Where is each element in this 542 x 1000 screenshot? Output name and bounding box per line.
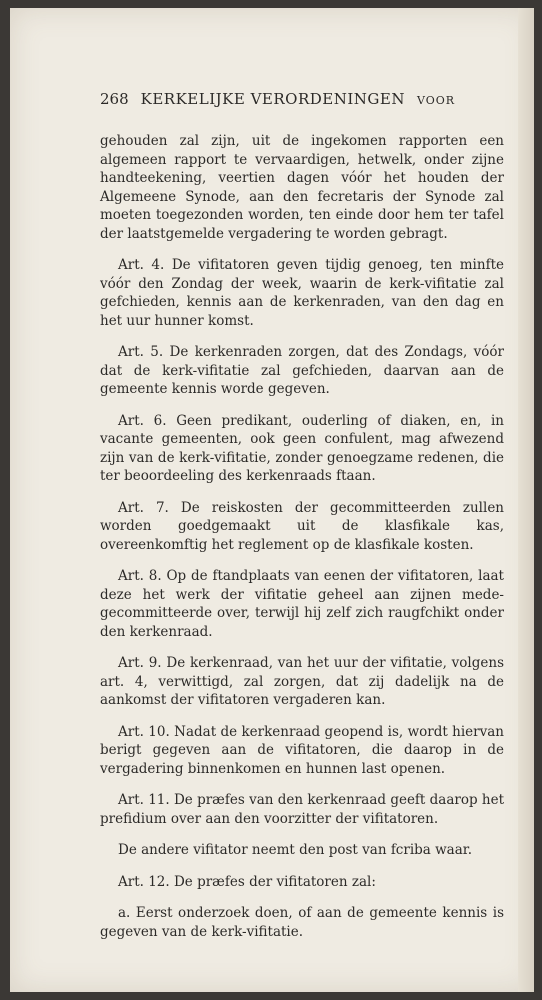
paragraph-art-6: Art. 6. Geen predikant, ouderling of diaken, en, in vacante gemeenten, ook geen confulent, mag afwezend zijn van de kerk-vifitatie, zonder genoegzame redenen, die ter beoordeeling des kerkenraads ftaan.	[100, 412, 504, 484]
running-title-small: VOOR	[416, 94, 456, 107]
paragraph-art-7: Art. 7. De reiskosten der gecommitteerden zullen worden goedgemaakt uit de klasfikale kas, overeenkomftig het reglement op de klasfikale kosten.	[100, 499, 504, 553]
paragraph-art-11: Art. 11. De præfes van den kerkenraad geeft daarop het prefidium over aan den voorzitter der vifitatoren.	[100, 792, 505, 827]
paragraph-art-12-a: a. Eerst onderzoek doen, of aan de gemeente kennis is gegeven van de kerk-vifitatie.	[100, 905, 504, 940]
paragraph-art-12: Art. 12. De præfes der vifitatoren zal:	[118, 873, 376, 890]
paragraph-scriba: De andere vifitator neemt den post van fcriba waar.	[118, 842, 473, 858]
page-number: 268	[100, 90, 129, 108]
running-title: KERKELIJKE VERORDENINGEN	[140, 90, 405, 108]
book-page	[10, 8, 534, 992]
running-header	[100, 90, 504, 108]
page-content	[100, 90, 504, 954]
paragraph-art-4: Art. 4. De vifitatoren geven tijdig genoeg, ten minfte vóór den Zondag der week, waarin de kerk-vifitatie zal gefchieden, kennis aan de kerkenraden, van den dag en het uur hunner komst.	[100, 257, 504, 329]
paragraph-continuation: gehouden zal zijn, uit de ingekomen rapporten een algemeen rapport te vervaardigen, hetwelk, onder zijne handteekening, veertien dagen vóór het houden der Algemeene Synode, aan den fecretaris der Synode zal moeten toegezonden worden, ten einde door hem ter tafel der laatstgemelde vergadering te worden gebragt.	[100, 133, 504, 242]
paragraph-art-9: Art. 9. De kerkenraad, van het uur der vifitatie, volgens art. 4, verwittigd, zal zorgen, dat zij dadelijk na de aankomst der vifitatoren vergaderen kan.	[100, 655, 504, 708]
paragraph-art-8: Art. 8. Op de ftandplaats van eenen der vifitatoren, laat deze het werk der vifitatie geheel aan zijnen mede-gecommitteerde over, terwijl hij zelf zich raugfchikt onder den kerkenraad.	[100, 568, 504, 640]
paragraph-art-5: Art. 5. De kerkenraden zorgen, dat des Zondags, vóór dat de kerk-vifitatie zal gefchieden, daarvan aan de gemeente kennis worde gegeven.	[100, 344, 504, 397]
page-gutter	[518, 8, 534, 992]
paragraph-art-10: Art. 10. Nadat de kerkenraad geopend is, wordt hiervan berigt gegeven aan de vifitatoren, die daarop in de vergadering binnenkomen en hunnen last openen.	[100, 723, 504, 777]
